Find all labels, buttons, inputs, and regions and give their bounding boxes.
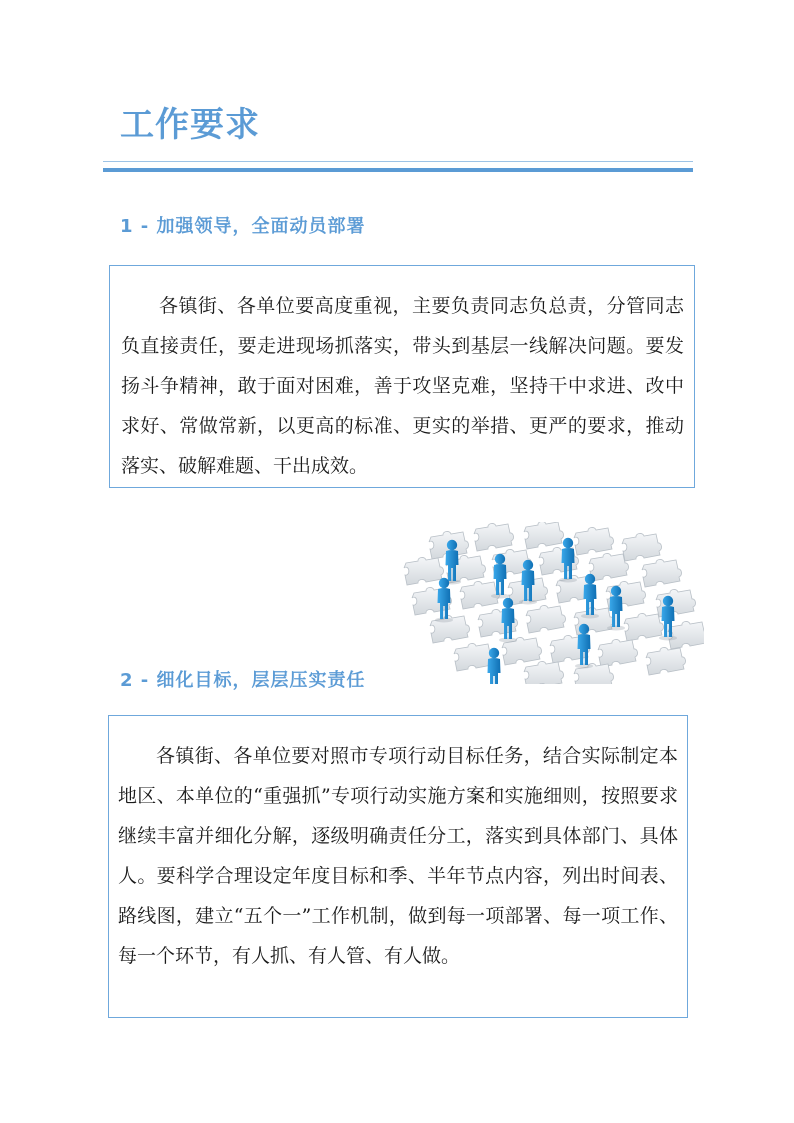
section-2-body: 各镇街、各单位要对照市专项行动目标任务，结合实际制定本地区、本单位的“重强抓”专项行动实施方案和实施细则，按照要求继续丰富并细化分解，逐级明确责任分工，落实到具体部门、具体人。要科学合理设定年度目标和季、半年节点内容，列出时间表、路线图，建立“五个一”工作机制，做到每一项部署、每一项工作、每一个环节，有人抓、有人管、有人做。 [118,745,678,967]
section-1-text-box [109,265,695,488]
section-1-body: 各镇街、各单位要高度重视，主要负责同志负总责，分管同志负直接责任，要走进现场抓落实，带头到基层一线解决问题。要发扬斗争精神，敢于面对困难，善于攻坚克难，坚持干中求进、改中求好、常做常新，以更高的标准、更实的举措、更严的要求，推动落实、破解难题、干出成效。 [121,295,684,477]
puzzle-people-network-illustration [402,522,704,684]
title-divider-thick [103,168,693,172]
section-2-heading: 2 - 细化目标，层层压实责任 [120,670,366,691]
section-2-text-box [108,715,688,1018]
title-divider-thin [103,161,693,162]
page-title: 工作要求 [120,105,260,145]
section-1-heading: 1 - 加强领导，全面动员部署 [120,216,366,237]
